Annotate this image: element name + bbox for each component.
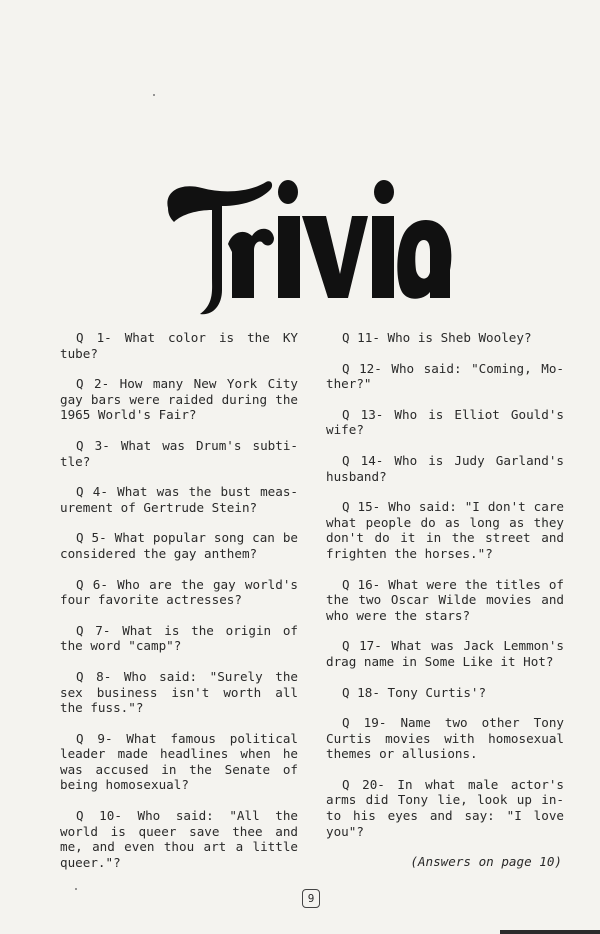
- question-7: Q 7- What is the origin of the word "camp"?: [60, 622, 298, 654]
- question-4: Q 4- What was the bust meas- urement of Gertrude Stein?: [60, 484, 298, 515]
- question-19: Q 19- Name two other Tony Curtis movies with homosexual themes or allusions.: [326, 715, 564, 762]
- answers-note: (Answers on page 10): [410, 854, 562, 870]
- question-17: Q 17- What was Jack Lemmon's drag name in Some Like it Hot?: [326, 638, 564, 669]
- question-8: Q 8- Who said: "Surely the sex business isn't worth all the fuss."?: [60, 668, 298, 716]
- question-20: Q 20- In what male actor's arms did Tony lie, look up in- to his eyes and say: "I love you"?: [326, 776, 564, 839]
- questions-right-column: [326, 330, 564, 870]
- speck: [75, 888, 77, 890]
- page-number: 9: [302, 889, 320, 908]
- question-1: Q 1- What color is the KY tube?: [60, 330, 298, 361]
- scan-edge-mark: [500, 930, 600, 934]
- question-6: Q 6- Who are the gay world's four favorite actresses?: [60, 576, 298, 608]
- question-14: Q 14- Who is Judy Garland's husband?: [326, 452, 564, 484]
- question-10: Q 10- Who said: "All the world is queer save thee and me, and even thou art a little queer."?: [60, 808, 298, 870]
- title-lettering: [162, 170, 452, 320]
- questions-left-column: [60, 330, 298, 885]
- question-12: Q 12- Who said: "Coming, Mo- ther?": [326, 360, 564, 392]
- question-9: Q 9- What famous political leader made headlines when he was accused in the Senate of being homosexual?: [60, 730, 298, 793]
- speck: [153, 94, 155, 96]
- question-5: Q 5- What popular song can be considered the gay anthem?: [60, 530, 298, 561]
- page-title: [162, 170, 452, 320]
- question-13: Q 13- Who is Elliot Gould's wife?: [326, 406, 564, 438]
- question-11: Q 11- Who is Sheb Wooley?: [342, 330, 532, 345]
- question-16: Q 16- What were the titles of the two Oscar Wilde movies and who were the stars?: [326, 576, 564, 623]
- question-2: Q 2- How many New York City gay bars were raided during the 1965 World's Fair?: [60, 376, 298, 423]
- question-18: Q 18- Tony Curtis'?: [342, 684, 487, 700]
- question-3: Q 3- What was Drum's subti- tle?: [60, 437, 298, 469]
- question-15: Q 15- Who said: "I don't care what people do as long as they don't do it in the street and frighten the horses."?: [326, 499, 564, 561]
